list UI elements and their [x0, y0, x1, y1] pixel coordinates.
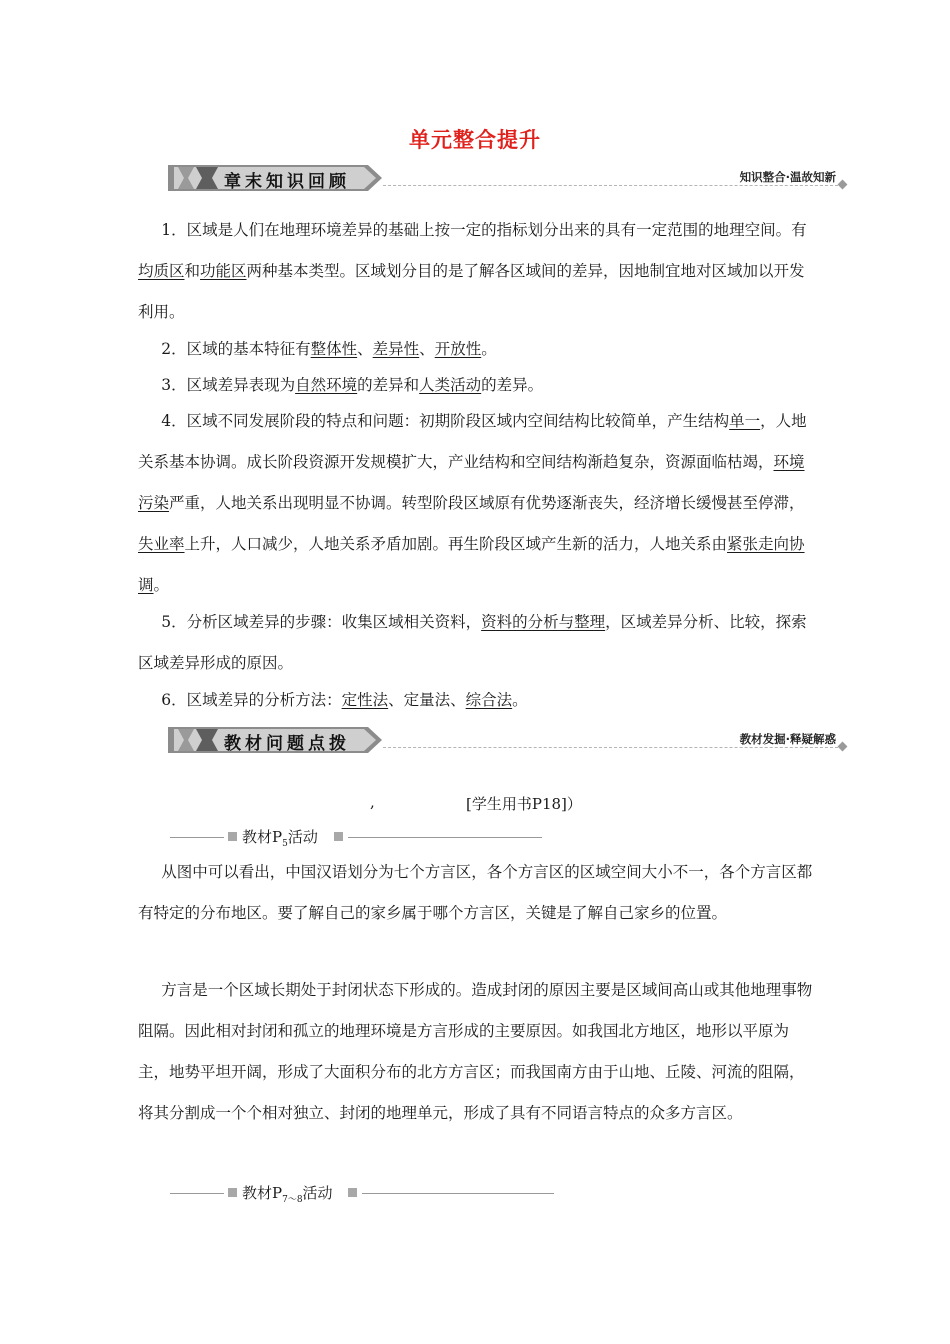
section-banner-textbook [168, 727, 850, 753]
banner-dotted-line [383, 747, 838, 748]
activity-1-text: 从图中可以看出，中国汉语划分为七个方言区，各个方言区的区域空间大小不一，各个方言区都有特定的分布地区。要了解自己的家乡属于哪个方言区，关键是了解自己家乡的位置。 [138, 863, 813, 922]
reference-comma: , [370, 793, 375, 811]
square-icon [348, 1188, 357, 1197]
activity-1-text-2: 方言是一个区域长期处于封闭状态下形成的。造成封闭的原因主要是区域间高山或其他地理事物阻隔。因此相对封闭和孤立的地理环境是方言形成的主要原因。如我国北方地区，地形以平原为主，地势平坦开阔，形成了大面积分布的北方方言区；而我国南方由于山地、丘陵、河流的阻隔，将其分割成一个个相对独立、封闭的地理单元，形成了具有不同语言特点的众多方言区。 [138, 981, 813, 1122]
page-title: 单元整合提升 [409, 128, 541, 152]
item-1: 1．区域是人们在地理环境差异的基础上按一定的指标划分出来的具有一定范围的地理空间。有均质区和功能区两种基本类型。区域划分目的是了解各区域间的差异，因地制宜地对区域加以开发利用。 [138, 221, 807, 321]
reference-text: [学生用书P18]） [466, 795, 582, 813]
banner-label: 教材问题点拨 [224, 734, 350, 754]
diamond-icon [838, 180, 848, 190]
item-5: 5．分析区域差异的步骤：收集区域相关资料，资料的分析与整理，区域差异分析、比较，探索区域差异形成的原因。 [138, 613, 807, 672]
banner-dotted-line [383, 185, 838, 186]
item-3: 3．区域差异表现为自然环境的差异和人类活动的差异。 [161, 376, 544, 394]
diamond-icon [838, 742, 848, 752]
item-4: 4．区域不同发展阶段的特点和问题：初期阶段区域内空间结构比较简单，产生结构单一，人地关系基本协调。成长阶段资源开发规模扩大，产业结构和空间结构渐趋复杂，资源面临枯竭，环境污染严重，人地关系出现明显不协调。转型阶段区域原有优势逐渐丧失，经济增长缓慢甚至停滞，失业率上升，人口减少，人地关系矛盾加剧。再生阶段区域产生新的活力，人地关系由紧张走向协调。 [138, 412, 807, 594]
square-icon [334, 832, 343, 841]
square-icon [228, 832, 237, 841]
square-icon [228, 1188, 237, 1197]
banner-tagline: 知识整合·温故知新 [739, 170, 836, 184]
activity-heading-2: 教材$P_{7\sim 8}$活动 [170, 1184, 554, 1202]
section-banner-review [168, 165, 850, 191]
item-6: 6．区域差异的分析方法：定性法、定量法、综合法。 [161, 691, 528, 709]
activity-heading-1: 教材$P_5$活动 [170, 828, 542, 846]
item-2: 2．区域的基本特征有整体性、差异性、开放性。 [161, 340, 497, 358]
banner-label: 章末知识回顾 [224, 172, 350, 192]
banner-tagline: 教材发掘·释疑解惑 [739, 732, 836, 746]
